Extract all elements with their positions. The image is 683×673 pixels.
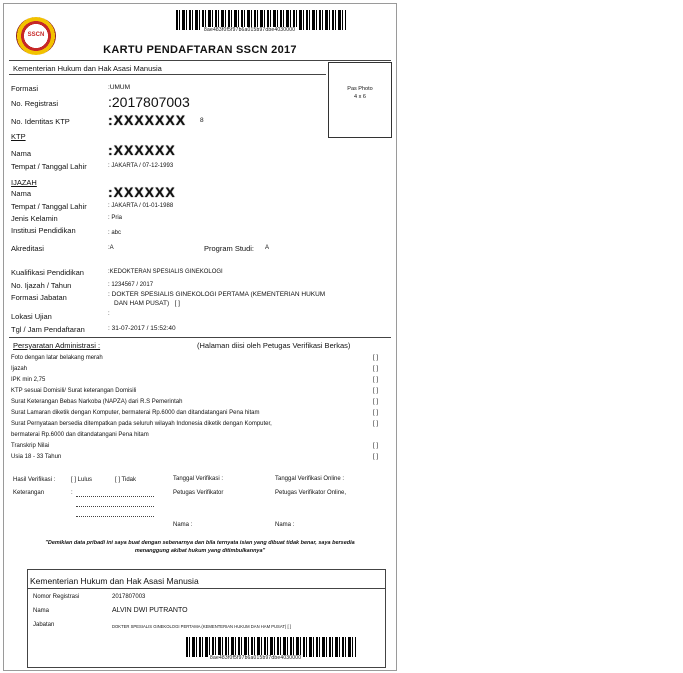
keterangan-colon: : [71, 490, 73, 496]
logo-text: SSCN [27, 32, 45, 38]
keterangan-line-3 [76, 516, 154, 517]
disclaimer-line2: menanggung akibat hukum yang ditimbulkannya" [134, 548, 266, 554]
jenis-kelamin-value: Pria [111, 215, 123, 221]
ktp-section-title: KTP [11, 132, 26, 141]
formasi-label: Formasi [11, 84, 39, 93]
requirement-item-text: Ijazah [11, 366, 28, 372]
no-ijazah-label: No. Ijazah / Tahun [11, 281, 72, 290]
formasi-jabatan-label: Formasi Jabatan [11, 293, 67, 302]
photo-box [328, 62, 392, 138]
petugas-verifikator-label: Petugas Verifikator [173, 490, 224, 496]
formasi-jabatan-mark: [ ] [174, 300, 180, 307]
nama-ijazah-value: XXXXXX [113, 184, 176, 200]
ttl-ijazah-label: Tempat / Tanggal Lahir [11, 202, 87, 211]
requirement-item-checkbox[interactable]: [ ] [373, 410, 379, 416]
requirement-item-text: Transkrip Nilai [11, 443, 50, 449]
requirement-item-checkbox[interactable]: [ ] [373, 388, 379, 394]
nama-ktp-label: Nama [11, 149, 32, 158]
petugas-verifikator-online-label: Petugas Verifikator Online, [275, 490, 347, 496]
requirement-item-text: KTP sesuai Domisili/ Surat keterangan Domisili [11, 388, 137, 394]
no-ktp-value: XXXXXXX [113, 112, 187, 128]
requirement-item-text: Surat Lamaran diketik dengan Komputer, bermaterai Rp.6000 dan ditandatangani Pena hitam [11, 410, 260, 416]
barcode-top-number: 8ae483f0f5f97b6a015b97dbe4030000 [204, 27, 296, 33]
footer-nama-label: Nama [33, 608, 50, 614]
requirement-item-text: IPK min 2,75 [11, 377, 46, 383]
tgl-pendaftaran-label: Tgl / Jam Pendaftaran [11, 325, 85, 334]
card-title: KARTU PENDAFTARAN SSCN 2017 [103, 44, 297, 56]
requirements-note: (Halaman diisi oleh Petugas Verifikasi Berkas) [197, 341, 351, 350]
institusi-label: Institusi Pendidikan [11, 226, 76, 235]
requirement-item-checkbox[interactable]: [ ] [373, 421, 379, 427]
keterangan-line-1 [76, 496, 154, 497]
requirement-item-text: Usia 18 - 33 Tahun [11, 454, 62, 460]
barcode-bottom [186, 637, 356, 657]
fields-divider [9, 337, 391, 338]
requirement-item-checkbox[interactable]: [ ] [373, 454, 379, 460]
formasi-jabatan-line1: DOKTER SPESIALIS GINEKOLOGI PERTAMA (KEMENTERIAN HUKUM [111, 291, 326, 298]
nama-ijazah-label: Nama [11, 189, 32, 198]
barcode-bottom-number: 8ae483f0f5f97b6a015b97dbe4030000 [210, 655, 302, 661]
no-ktp-label: No. Identitas KTP [11, 117, 70, 126]
instansi-divider [9, 74, 326, 75]
footer-nomor-value: 2017807003 [112, 594, 146, 600]
kualifikasi-label: Kualifikasi Pendidikan [11, 268, 84, 277]
ijazah-section-title: IJAZAH [11, 178, 37, 187]
requirement-item-checkbox[interactable]: [ ] [373, 377, 379, 383]
akreditasi-label: Akreditasi [11, 244, 44, 253]
no-ijazah-value: 1234567 / 2017 [111, 282, 154, 288]
program-studi-label: Program Studi: [204, 244, 255, 253]
hasil-verifikasi-label: Hasil Verifikasi : [13, 477, 56, 483]
tanggal-verifikasi-online-label: Tanggal Verifikasi Online : [275, 476, 345, 482]
requirement-item-checkbox[interactable]: [ ] [373, 366, 379, 372]
registration-card: SSCN 8ae483f0f5f97b6a015b97dbe4030000 KARTU PENDAFTARAN SSCN 2017 Kementerian Hukum dan Hak Asasi Manusia Pas Photo 4 x 6 Formasi :UMUM No. Registrasi :2017807003 No. Identitas KTP :XXXXXXX 8 KTP Nama :XXXXXX Tempat / Tanggal Lahir : JAKARTA / 07-12-1993 IJAZAH Nama :XXXXXX Tempat / Tanggal Lahir : JAKARTA / 01-01-1988 Jenis Kelamin : Pria Institusi Pendidikan : abc Akreditasi :A Program Studi: A Kualifikasi Pendidikan :KEDOKTERAN SPESIALIS GINEKOLOGI No. Ijazah / Tahun : 1234567 / 2017 Formasi Jabatan : DOKTER SPESIALIS GINEKOLOGI PERTAMA (KEMENTERIAN HUKUM DAN HAM PUSAT) [ ] Lokasi Ujian : Tgl / Jam Pendaftaran : 31-07-2017 / 15:52:40 Persyaratan Administrasi : (Halaman diisi oleh Petugas Verifikasi Berkas) Foto dengan latar belakang merah [ ] Ijazah [ ] IPK min 2,75 [ ] KTP sesuai Domisili/ Surat keterangan Domisili [ ] Surat Keterangan Bebas Narkoba (NAPZA) dari R.S Pemerintah [ ] Surat Lamaran diketik dengan Komputer, bermaterai Rp.6000 dan ditandatangani Pena hitam [ ] Surat Pernyataan bersedia ditempatkan pada seluruh wilayah Indonesia diketik dengan Komputer, [ ] bermaterai Rp.6000 dan ditandatangani Pena hitam Transkrip Nilai [ ] Usia 18 - 33 Tahun [ ] Hasil Verifikasi : [ ] Lulus [ ] Tidak Keterangan : Tanggal Verifikasi : Petugas Verifikator Tanggal Verifikasi Online : Petugas Verifikator Online, Nama : Nama : "Demikian data pribadi ini saya buat dengan sebenarnya dan bila ternyata isian yang dibuat tidak benar, saya bersedia menanggung akibat hukum yang ditimbulkannya" Kementerian Hukum dan Hak Asasi Manusia Nomor Registrasi 2017807003 Nama ALVIN DWI PUTRANTO Jabatan DOKTER SPESIALIS GINEKOLOGI PERTAMA (KEMENTERIAN HUKUM DAN HAM PUSAT) [ ] 8ae483f0f5f97b6a015b97dbe4030000 [3, 3, 397, 671]
requirement-item-text: Foto dengan latar belakang merah [11, 355, 103, 361]
formasi-value: UMUM [109, 84, 131, 91]
requirement-item-checkbox[interactable]: [ ] [373, 399, 379, 405]
title-divider [9, 60, 391, 61]
jenis-kelamin-label: Jenis Kelamin [11, 214, 58, 223]
lokasi-ujian-label: Lokasi Ujian [11, 312, 52, 321]
footer-nama-value: ALVIN DWI PUTRANTO [112, 607, 188, 614]
requirements-title: Persyaratan Administrasi : [13, 341, 101, 350]
requirement-item-text: Surat Pernyataan bersedia ditempatkan pada seluruh wilayah Indonesia diketik dengan Komputer, [11, 421, 272, 427]
formasi-jabatan-line2: DAN HAM PUSAT) [114, 300, 170, 307]
footer-instansi: Kementerian Hukum dan Hak Asasi Manusia [30, 576, 199, 586]
keterangan-label: Keterangan [13, 490, 45, 496]
lulus-checkbox[interactable]: [ ] Lulus [71, 477, 93, 483]
keterangan-line-2 [76, 506, 154, 507]
tanggal-verifikasi-label: Tanggal Verifikasi : [173, 476, 224, 482]
ttl-ktp-label: Tempat / Tanggal Lahir [11, 162, 87, 171]
photo-label: Pas Photo [347, 86, 373, 92]
akreditasi-value: A [109, 245, 114, 251]
footer-stub [27, 569, 386, 668]
footer-nomor-label: Nomor Registrasi [33, 594, 80, 600]
no-registrasi-label: No. Registrasi [11, 99, 59, 108]
nama-verifikator-online: Nama : [275, 522, 295, 528]
requirement-item-checkbox[interactable]: [ ] [373, 355, 379, 361]
institusi-value: abc [111, 230, 122, 236]
footer-divider [28, 588, 385, 589]
tidak-checkbox[interactable]: [ ] Tidak [115, 477, 137, 483]
disclaimer-line1: "Demikian data pribadi ini saya buat dengan sebenarnya dan bila ternyata isian yang dibuat tidak benar, saya bersedia [45, 540, 355, 546]
ttl-ijazah-value: JAKARTA / 01-01-1988 [111, 203, 174, 209]
requirement-item-checkbox[interactable]: [ ] [373, 443, 379, 449]
photo-size: 4 x 6 [354, 94, 366, 100]
requirement-item-text: bermaterai Rp.6000 dan ditandatangani Pena hitam [11, 432, 149, 438]
no-registrasi-value: 2017807003 [111, 94, 190, 110]
nama-verifikator: Nama : [173, 522, 193, 528]
ttl-ktp-value: JAKARTA / 07-12-1993 [111, 163, 174, 169]
kualifikasi-value: KEDOKTERAN SPESIALIS GINEKOLOGI [109, 269, 223, 275]
no-ktp-trail: 8 [200, 117, 204, 124]
footer-jabatan-label: Jabatan [33, 622, 55, 628]
nama-ktp-value: XXXXXX [113, 142, 176, 158]
tgl-pendaftaran-value: 31-07-2017 / 15:52:40 [111, 325, 176, 332]
instansi-name: Kementerian Hukum dan Hak Asasi Manusia [13, 64, 162, 73]
footer-jabatan-value: DOKTER SPESIALIS GINEKOLOGI PERTAMA (KEMENTERIAN HUKUM DAN HAM PUSAT) [ ] [112, 624, 291, 629]
program-studi-value: A [265, 245, 270, 251]
requirement-item-text: Surat Keterangan Bebas Narkoba (NAPZA) dari R.S Pemerintah [11, 399, 183, 405]
